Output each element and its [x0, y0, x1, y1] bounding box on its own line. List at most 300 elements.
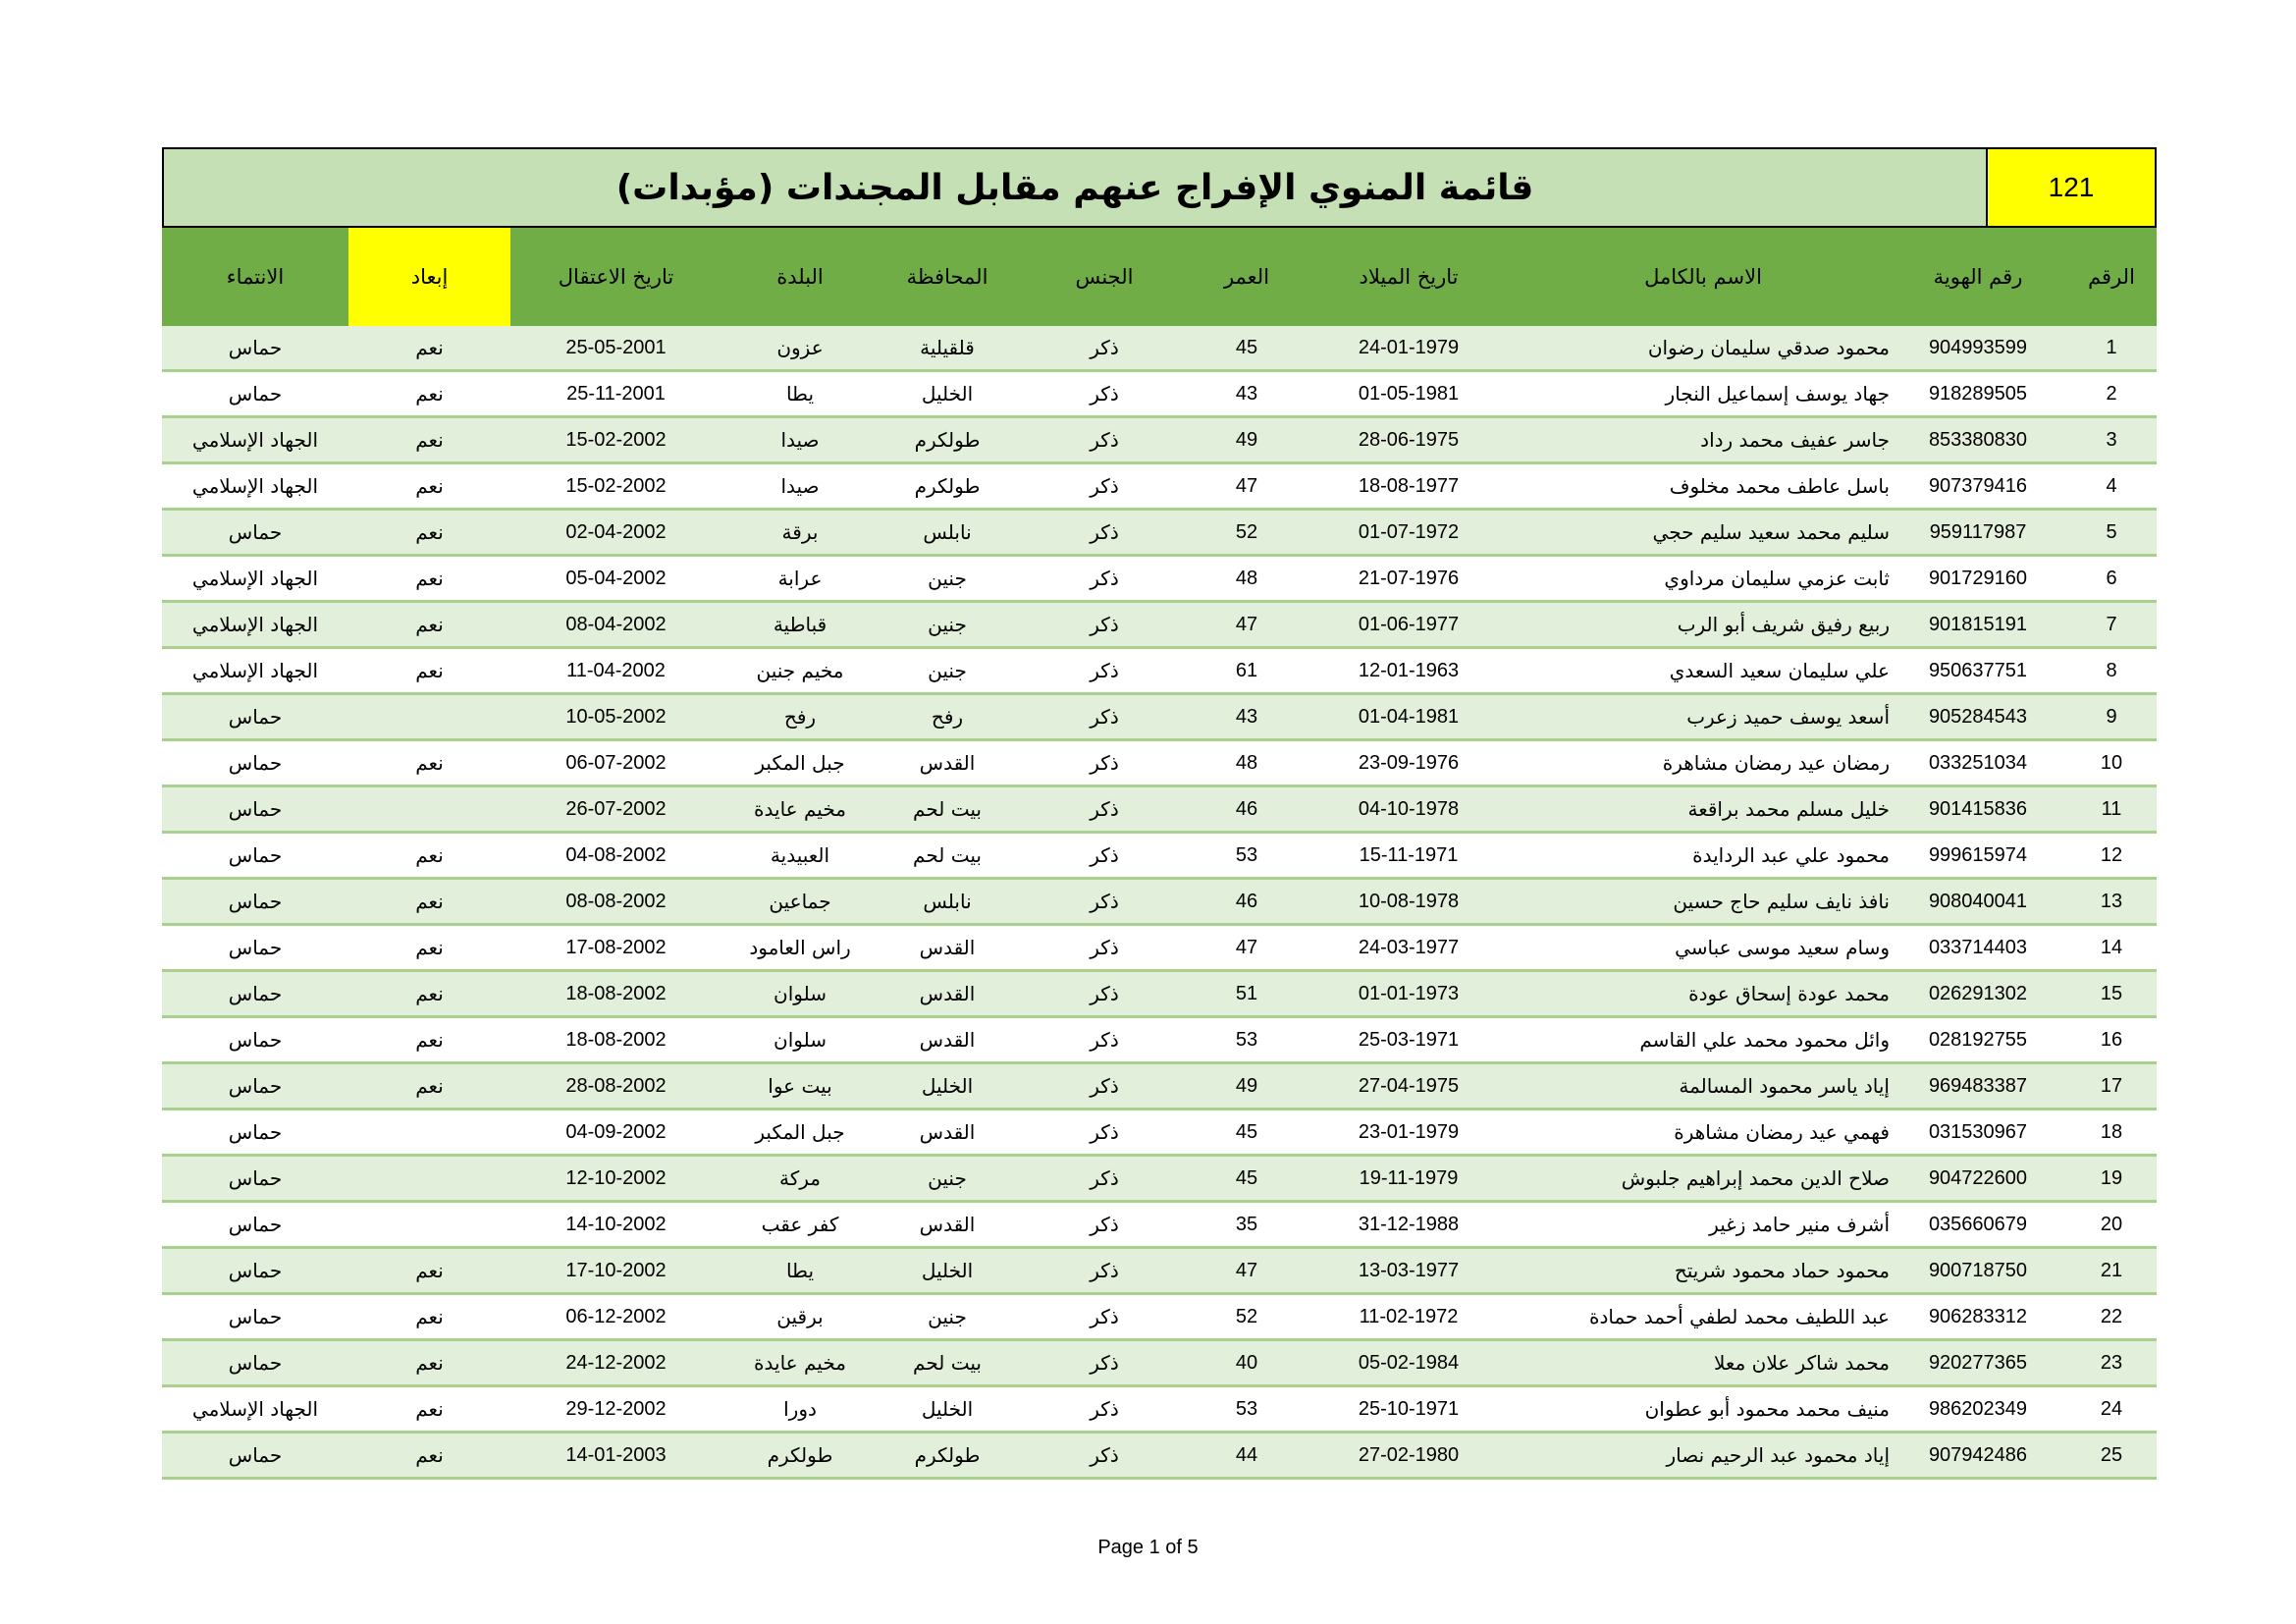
- cell-governorate: طولكرم: [879, 463, 1016, 510]
- cell-index: 25: [2066, 1433, 2157, 1479]
- cell-deportation: [348, 1202, 510, 1248]
- cell-birth-date: 25-10-1971: [1301, 1386, 1517, 1433]
- cell-arrest-date: 06-12-2002: [510, 1294, 721, 1340]
- cell-gender: ذكر: [1016, 463, 1193, 510]
- cell-town: عرابة: [721, 556, 879, 602]
- cell-birth-date: 18-08-1977: [1301, 463, 1517, 510]
- cell-gender: ذكر: [1016, 1433, 1193, 1479]
- cell-birth-date: 27-04-1975: [1301, 1063, 1517, 1110]
- cell-id-number: 906283312: [1890, 1294, 2066, 1340]
- cell-arrest-date: 10-05-2002: [510, 694, 721, 740]
- col-header-town: البلدة: [721, 228, 879, 326]
- cell-gender: ذكر: [1016, 326, 1193, 371]
- cell-birth-date: 12-01-1963: [1301, 648, 1517, 694]
- cell-gender: ذكر: [1016, 602, 1193, 648]
- cell-index: 21: [2066, 1248, 2157, 1294]
- cell-id-number: 986202349: [1890, 1386, 2066, 1433]
- cell-gender: ذكر: [1016, 556, 1193, 602]
- cell-governorate: القدس: [879, 740, 1016, 786]
- table-row: [162, 879, 2157, 925]
- cell-id-number: 920277365: [1890, 1340, 2066, 1386]
- prisoners-table: [162, 228, 2157, 1480]
- table-row: [162, 740, 2157, 786]
- cell-affiliation: حماس: [162, 1294, 348, 1340]
- cell-governorate: قلقيلية: [879, 326, 1016, 371]
- cell-id-number: 901729160: [1890, 556, 2066, 602]
- cell-town: برقة: [721, 510, 879, 556]
- cell-full-name: علي سليمان سعيد السعدي: [1517, 648, 1890, 694]
- cell-index: 13: [2066, 879, 2157, 925]
- cell-id-number: 904722600: [1890, 1156, 2066, 1202]
- cell-deportation: نعم: [348, 971, 510, 1017]
- cell-birth-date: 27-02-1980: [1301, 1433, 1517, 1479]
- cell-birth-date: 25-03-1971: [1301, 1017, 1517, 1063]
- cell-governorate: القدس: [879, 925, 1016, 971]
- cell-town: يطا: [721, 1248, 879, 1294]
- cell-full-name: محمود علي عبد الردايدة: [1517, 833, 1890, 879]
- cell-deportation: نعم: [348, 371, 510, 417]
- cell-birth-date: 01-07-1972: [1301, 510, 1517, 556]
- cell-birth-date: 04-10-1978: [1301, 786, 1517, 833]
- cell-birth-date: 01-04-1981: [1301, 694, 1517, 740]
- cell-town: سلوان: [721, 971, 879, 1017]
- cell-deportation: نعم: [348, 417, 510, 463]
- table-row: [162, 833, 2157, 879]
- table-row: [162, 1202, 2157, 1248]
- cell-birth-date: 11-02-1972: [1301, 1294, 1517, 1340]
- cell-affiliation: حماس: [162, 1156, 348, 1202]
- cell-full-name: أشرف منير حامد زغير: [1517, 1202, 1890, 1248]
- cell-gender: ذكر: [1016, 925, 1193, 971]
- cell-full-name: باسل عاطف محمد مخلوف: [1517, 463, 1890, 510]
- cell-index: 5: [2066, 510, 2157, 556]
- cell-arrest-date: 26-07-2002: [510, 786, 721, 833]
- cell-arrest-date: 02-04-2002: [510, 510, 721, 556]
- cell-full-name: عبد اللطيف محمد لطفي أحمد حمادة: [1517, 1294, 1890, 1340]
- cell-birth-date: 01-05-1981: [1301, 371, 1517, 417]
- cell-age: 52: [1193, 1294, 1301, 1340]
- cell-town: مخيم جنين: [721, 648, 879, 694]
- table-row: [162, 326, 2157, 371]
- cell-gender: ذكر: [1016, 971, 1193, 1017]
- cell-full-name: وائل محمود محمد علي القاسم: [1517, 1017, 1890, 1063]
- cell-birth-date: 24-03-1977: [1301, 925, 1517, 971]
- cell-deportation: نعم: [348, 326, 510, 371]
- cell-full-name: أسعد يوسف حميد زعرب: [1517, 694, 1890, 740]
- cell-index: 10: [2066, 740, 2157, 786]
- table-row: [162, 925, 2157, 971]
- cell-birth-date: 15-11-1971: [1301, 833, 1517, 879]
- col-header-birthdate: تاريخ الميلاد: [1301, 228, 1517, 326]
- cell-index: 16: [2066, 1017, 2157, 1063]
- cell-deportation: نعم: [348, 648, 510, 694]
- cell-arrest-date: 17-10-2002: [510, 1248, 721, 1294]
- table-row: [162, 1110, 2157, 1156]
- cell-id-number: 033714403: [1890, 925, 2066, 971]
- cell-gender: ذكر: [1016, 1248, 1193, 1294]
- cell-id-number: 033251034: [1890, 740, 2066, 786]
- cell-deportation: نعم: [348, 1386, 510, 1433]
- cell-gender: ذكر: [1016, 648, 1193, 694]
- cell-birth-date: 28-06-1975: [1301, 417, 1517, 463]
- cell-town: جبل المكبر: [721, 1110, 879, 1156]
- cell-arrest-date: 24-12-2002: [510, 1340, 721, 1386]
- table-row: [162, 1294, 2157, 1340]
- cell-town: برقين: [721, 1294, 879, 1340]
- cell-affiliation: حماس: [162, 740, 348, 786]
- cell-affiliation: حماس: [162, 1110, 348, 1156]
- cell-governorate: رفح: [879, 694, 1016, 740]
- cell-age: 43: [1193, 694, 1301, 740]
- cell-affiliation: حماس: [162, 326, 348, 371]
- cell-gender: ذكر: [1016, 879, 1193, 925]
- cell-affiliation: حماس: [162, 371, 348, 417]
- cell-age: 47: [1193, 1248, 1301, 1294]
- cell-deportation: نعم: [348, 1248, 510, 1294]
- cell-deportation: [348, 694, 510, 740]
- cell-gender: ذكر: [1016, 371, 1193, 417]
- col-header-affiliation: الانتماء: [162, 228, 348, 326]
- cell-affiliation: الجهاد الإسلامي: [162, 556, 348, 602]
- table-row: [162, 417, 2157, 463]
- cell-governorate: جنين: [879, 556, 1016, 602]
- cell-governorate: طولكرم: [879, 1433, 1016, 1479]
- table-row: [162, 602, 2157, 648]
- document-sheet: [162, 147, 2157, 1480]
- cell-town: بيت عوا: [721, 1063, 879, 1110]
- table-row: [162, 510, 2157, 556]
- cell-affiliation: الجهاد الإسلامي: [162, 463, 348, 510]
- cell-gender: ذكر: [1016, 1386, 1193, 1433]
- cell-deportation: نعم: [348, 1294, 510, 1340]
- cell-index: 24: [2066, 1386, 2157, 1433]
- cell-full-name: محمود حماد محمود شريتح: [1517, 1248, 1890, 1294]
- table-row: [162, 1017, 2157, 1063]
- cell-gender: ذكر: [1016, 1202, 1193, 1248]
- cell-arrest-date: 29-12-2002: [510, 1386, 721, 1433]
- table-row: [162, 1248, 2157, 1294]
- cell-town: صيدا: [721, 463, 879, 510]
- cell-gender: ذكر: [1016, 1156, 1193, 1202]
- table-row: [162, 371, 2157, 417]
- cell-index: 23: [2066, 1340, 2157, 1386]
- cell-arrest-date: 18-08-2002: [510, 971, 721, 1017]
- cell-index: 2: [2066, 371, 2157, 417]
- cell-deportation: نعم: [348, 556, 510, 602]
- cell-index: 6: [2066, 556, 2157, 602]
- cell-full-name: منيف محمد محمود أبو عطوان: [1517, 1386, 1890, 1433]
- cell-birth-date: 24-01-1979: [1301, 326, 1517, 371]
- cell-id-number: 028192755: [1890, 1017, 2066, 1063]
- table-row: [162, 694, 2157, 740]
- cell-affiliation: حماس: [162, 925, 348, 971]
- cell-governorate: الخليل: [879, 1386, 1016, 1433]
- cell-id-number: 853380830: [1890, 417, 2066, 463]
- cell-index: 18: [2066, 1110, 2157, 1156]
- cell-governorate: القدس: [879, 1202, 1016, 1248]
- cell-deportation: نعم: [348, 1017, 510, 1063]
- cell-id-number: 907379416: [1890, 463, 2066, 510]
- cell-full-name: وسام سعيد موسى عباسي: [1517, 925, 1890, 971]
- cell-full-name: رمضان عيد رمضان مشاهرة: [1517, 740, 1890, 786]
- cell-full-name: محمود صدقي سليمان رضوان: [1517, 326, 1890, 371]
- cell-full-name: ثابت عزمي سليمان مرداوي: [1517, 556, 1890, 602]
- cell-index: 3: [2066, 417, 2157, 463]
- cell-arrest-date: 28-08-2002: [510, 1063, 721, 1110]
- cell-arrest-date: 25-05-2001: [510, 326, 721, 371]
- cell-full-name: نافذ نايف سليم حاج حسين: [1517, 879, 1890, 925]
- cell-full-name: محمد شاكر علان معلا: [1517, 1340, 1890, 1386]
- cell-affiliation: الجهاد الإسلامي: [162, 1386, 348, 1433]
- cell-full-name: جهاد يوسف إسماعيل النجار: [1517, 371, 1890, 417]
- cell-deportation: نعم: [348, 1340, 510, 1386]
- cell-full-name: صلاح الدين محمد إبراهيم جلبوش: [1517, 1156, 1890, 1202]
- cell-age: 44: [1193, 1433, 1301, 1479]
- cell-index: 4: [2066, 463, 2157, 510]
- cell-town: يطا: [721, 371, 879, 417]
- cell-gender: ذكر: [1016, 1110, 1193, 1156]
- title-row: [162, 147, 2157, 228]
- page-title: قائمة المنوي الإفراج عنهم مقابل المجندات (مؤبدات): [164, 149, 1988, 226]
- cell-index: 22: [2066, 1294, 2157, 1340]
- cell-age: 49: [1193, 1063, 1301, 1110]
- cell-age: 35: [1193, 1202, 1301, 1248]
- cell-governorate: الخليل: [879, 371, 1016, 417]
- cell-governorate: بيت لحم: [879, 1340, 1016, 1386]
- col-header-governorate: المحافظة: [879, 228, 1016, 326]
- col-header-name: الاسم بالكامل: [1517, 228, 1890, 326]
- col-header-age: العمر: [1193, 228, 1301, 326]
- cell-town: جماعين: [721, 879, 879, 925]
- cell-gender: ذكر: [1016, 740, 1193, 786]
- cell-arrest-date: 11-04-2002: [510, 648, 721, 694]
- col-header-id: رقم الهوية: [1890, 228, 2066, 326]
- cell-birth-date: 23-09-1976: [1301, 740, 1517, 786]
- cell-full-name: إياد محمود عبد الرحيم نصار: [1517, 1433, 1890, 1479]
- cell-full-name: سليم محمد سعيد سليم حجي: [1517, 510, 1890, 556]
- cell-id-number: 900718750: [1890, 1248, 2066, 1294]
- cell-deportation: [348, 1156, 510, 1202]
- cell-id-number: 904993599: [1890, 326, 2066, 371]
- cell-full-name: جاسر عفيف محمد رداد: [1517, 417, 1890, 463]
- cell-arrest-date: 18-08-2002: [510, 1017, 721, 1063]
- cell-index: 20: [2066, 1202, 2157, 1248]
- cell-birth-date: 19-11-1979: [1301, 1156, 1517, 1202]
- cell-index: 14: [2066, 925, 2157, 971]
- cell-town: مخيم عايدة: [721, 786, 879, 833]
- cell-gender: ذكر: [1016, 1340, 1193, 1386]
- cell-birth-date: 01-06-1977: [1301, 602, 1517, 648]
- cell-id-number: 918289505: [1890, 371, 2066, 417]
- cell-gender: ذكر: [1016, 833, 1193, 879]
- cell-birth-date: 05-02-1984: [1301, 1340, 1517, 1386]
- cell-birth-date: 31-12-1988: [1301, 1202, 1517, 1248]
- cell-deportation: نعم: [348, 1063, 510, 1110]
- cell-arrest-date: 14-01-2003: [510, 1433, 721, 1479]
- cell-id-number: 907942486: [1890, 1433, 2066, 1479]
- cell-governorate: جنين: [879, 1294, 1016, 1340]
- col-header-arrest-date: تاريخ الاعتقال: [510, 228, 721, 326]
- cell-index: 12: [2066, 833, 2157, 879]
- cell-id-number: 901415836: [1890, 786, 2066, 833]
- cell-town: عزون: [721, 326, 879, 371]
- cell-id-number: 026291302: [1890, 971, 2066, 1017]
- cell-age: 53: [1193, 1386, 1301, 1433]
- cell-gender: ذكر: [1016, 510, 1193, 556]
- cell-deportation: نعم: [348, 740, 510, 786]
- cell-town: قباطية: [721, 602, 879, 648]
- list-number-badge: 121: [1988, 149, 2155, 226]
- cell-index: 1: [2066, 326, 2157, 371]
- cell-index: 9: [2066, 694, 2157, 740]
- cell-governorate: طولكرم: [879, 417, 1016, 463]
- cell-affiliation: حماس: [162, 1248, 348, 1294]
- cell-id-number: 959117987: [1890, 510, 2066, 556]
- cell-id-number: 908040041: [1890, 879, 2066, 925]
- cell-gender: ذكر: [1016, 417, 1193, 463]
- cell-affiliation: حماس: [162, 510, 348, 556]
- cell-governorate: جنين: [879, 602, 1016, 648]
- cell-gender: ذكر: [1016, 786, 1193, 833]
- cell-affiliation: الجهاد الإسلامي: [162, 602, 348, 648]
- col-header-index: الرقم: [2066, 228, 2157, 326]
- cell-governorate: نابلس: [879, 510, 1016, 556]
- cell-deportation: نعم: [348, 510, 510, 556]
- cell-birth-date: 21-07-1976: [1301, 556, 1517, 602]
- cell-affiliation: حماس: [162, 879, 348, 925]
- table-row: [162, 1433, 2157, 1479]
- cell-deportation: نعم: [348, 463, 510, 510]
- cell-town: مخيم عايدة: [721, 1340, 879, 1386]
- cell-birth-date: 10-08-1978: [1301, 879, 1517, 925]
- cell-arrest-date: 05-04-2002: [510, 556, 721, 602]
- cell-id-number: 950637751: [1890, 648, 2066, 694]
- cell-age: 47: [1193, 463, 1301, 510]
- cell-town: صيدا: [721, 417, 879, 463]
- cell-affiliation: حماس: [162, 694, 348, 740]
- cell-governorate: القدس: [879, 1110, 1016, 1156]
- cell-affiliation: حماس: [162, 1340, 348, 1386]
- cell-affiliation: حماس: [162, 1017, 348, 1063]
- cell-governorate: جنين: [879, 648, 1016, 694]
- cell-governorate: القدس: [879, 1017, 1016, 1063]
- cell-id-number: 901815191: [1890, 602, 2066, 648]
- cell-arrest-date: 12-10-2002: [510, 1156, 721, 1202]
- cell-full-name: محمد عودة إسحاق عودة: [1517, 971, 1890, 1017]
- cell-full-name: ربيع رفيق شريف أبو الرب: [1517, 602, 1890, 648]
- table-row: [162, 1340, 2157, 1386]
- cell-id-number: 999615974: [1890, 833, 2066, 879]
- cell-governorate: الخليل: [879, 1063, 1016, 1110]
- cell-age: 45: [1193, 1110, 1301, 1156]
- cell-age: 45: [1193, 1156, 1301, 1202]
- cell-age: 48: [1193, 556, 1301, 602]
- cell-governorate: الخليل: [879, 1248, 1016, 1294]
- cell-affiliation: حماس: [162, 1202, 348, 1248]
- cell-arrest-date: 15-02-2002: [510, 463, 721, 510]
- cell-age: 52: [1193, 510, 1301, 556]
- cell-arrest-date: 15-02-2002: [510, 417, 721, 463]
- cell-gender: ذكر: [1016, 1017, 1193, 1063]
- col-header-deportation: إبعاد: [348, 228, 510, 326]
- table-row: [162, 786, 2157, 833]
- cell-birth-date: 23-01-1979: [1301, 1110, 1517, 1156]
- table-row: [162, 556, 2157, 602]
- table-row: [162, 1063, 2157, 1110]
- cell-age: 53: [1193, 833, 1301, 879]
- cell-deportation: نعم: [348, 925, 510, 971]
- cell-deportation: [348, 786, 510, 833]
- cell-id-number: 031530967: [1890, 1110, 2066, 1156]
- cell-town: سلوان: [721, 1017, 879, 1063]
- cell-arrest-date: 08-04-2002: [510, 602, 721, 648]
- cell-affiliation: الجهاد الإسلامي: [162, 648, 348, 694]
- cell-governorate: القدس: [879, 971, 1016, 1017]
- cell-affiliation: حماس: [162, 1063, 348, 1110]
- cell-age: 46: [1193, 786, 1301, 833]
- cell-age: 46: [1193, 879, 1301, 925]
- cell-gender: ذكر: [1016, 1063, 1193, 1110]
- cell-governorate: بيت لحم: [879, 786, 1016, 833]
- cell-birth-date: 13-03-1977: [1301, 1248, 1517, 1294]
- header-row: [162, 228, 2157, 326]
- cell-age: 48: [1193, 740, 1301, 786]
- cell-arrest-date: 06-07-2002: [510, 740, 721, 786]
- cell-index: 19: [2066, 1156, 2157, 1202]
- cell-index: 11: [2066, 786, 2157, 833]
- cell-affiliation: حماس: [162, 971, 348, 1017]
- cell-deportation: نعم: [348, 879, 510, 925]
- cell-town: طولكرم: [721, 1433, 879, 1479]
- cell-deportation: نعم: [348, 1433, 510, 1479]
- cell-arrest-date: 17-08-2002: [510, 925, 721, 971]
- cell-id-number: 969483387: [1890, 1063, 2066, 1110]
- cell-age: 61: [1193, 648, 1301, 694]
- cell-affiliation: حماس: [162, 786, 348, 833]
- cell-arrest-date: 04-08-2002: [510, 833, 721, 879]
- cell-arrest-date: 08-08-2002: [510, 879, 721, 925]
- cell-town: كفر عقب: [721, 1202, 879, 1248]
- cell-age: 49: [1193, 417, 1301, 463]
- cell-governorate: جنين: [879, 1156, 1016, 1202]
- cell-deportation: نعم: [348, 602, 510, 648]
- cell-age: 53: [1193, 1017, 1301, 1063]
- cell-arrest-date: 25-11-2001: [510, 371, 721, 417]
- cell-affiliation: حماس: [162, 1433, 348, 1479]
- cell-deportation: [348, 1110, 510, 1156]
- cell-age: 51: [1193, 971, 1301, 1017]
- table-row: [162, 463, 2157, 510]
- table-row: [162, 1386, 2157, 1433]
- cell-id-number: 905284543: [1890, 694, 2066, 740]
- table-row: [162, 971, 2157, 1017]
- cell-gender: ذكر: [1016, 694, 1193, 740]
- cell-governorate: بيت لحم: [879, 833, 1016, 879]
- cell-governorate: نابلس: [879, 879, 1016, 925]
- cell-age: 45: [1193, 326, 1301, 371]
- col-header-gender: الجنس: [1016, 228, 1193, 326]
- cell-id-number: 035660679: [1890, 1202, 2066, 1248]
- cell-index: 15: [2066, 971, 2157, 1017]
- cell-affiliation: الجهاد الإسلامي: [162, 417, 348, 463]
- cell-town: راس العامود: [721, 925, 879, 971]
- cell-town: دورا: [721, 1386, 879, 1433]
- cell-arrest-date: 04-09-2002: [510, 1110, 721, 1156]
- cell-full-name: خليل مسلم محمد براقعة: [1517, 786, 1890, 833]
- cell-town: جبل المكبر: [721, 740, 879, 786]
- cell-gender: ذكر: [1016, 1294, 1193, 1340]
- page-footer: Page 1 of 5: [1097, 1537, 1199, 1558]
